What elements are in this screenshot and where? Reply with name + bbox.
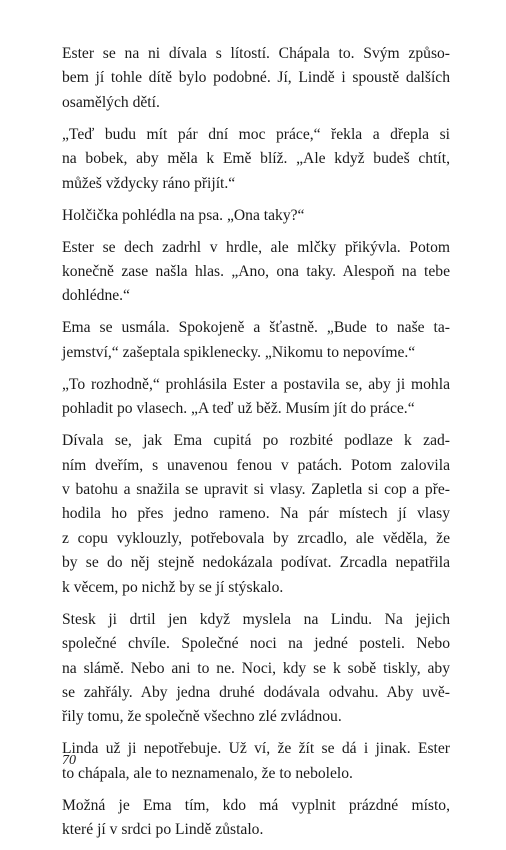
text-line: osamělých dětí. — [62, 93, 160, 111]
text-line: konečně zase našla hlas. „Ano, ona taky. Alespoň na tebe — [62, 263, 450, 281]
text-line: se zahřály. Aby jedna druhé dodávala odvahu. Aby uvě- — [62, 683, 450, 701]
text-line: ním dveřím, s unavenou fenou v patách. Potom zalovila — [62, 456, 450, 474]
text-line: Ester se na ni dívala s lítostí. Chápala to. Svým způso- — [62, 45, 450, 62]
text-line: z copu vyklouzly, potřebovala by zrcadlo, ale věděla, že — [62, 529, 450, 547]
paragraph — [62, 42, 450, 115]
text-line: dohlédne.“ — [62, 287, 130, 305]
paragraph — [62, 794, 450, 843]
text-line: na bobek, aby měla k Emě blíž. „Ale když budeš chtít, — [62, 150, 450, 168]
paragraph — [62, 737, 450, 786]
page-number: 70 — [62, 753, 76, 768]
text-line: k věcem, po nichž by se jí stýskalo. — [62, 578, 284, 596]
paragraph — [62, 608, 450, 730]
text-line: Ema se usmála. Spokojeně a šťastně. „Bude to naše ta- — [62, 319, 450, 337]
paragraph — [62, 204, 450, 228]
text-line: Stesk ji drtil jen když myslela na Lindu. Na jejich — [62, 610, 450, 628]
text-line: Možná je Ema tím, kdo má vyplnit prázdné místo, — [62, 796, 450, 814]
text-line: které jí v srdci po Lindě zůstalo. — [62, 821, 264, 839]
text-line: řily tomu, že společně všechno zlé zvládnou. — [62, 708, 342, 726]
text-line: hodila ho přes jedno rameno. Na pár místech jí vlasy — [62, 505, 450, 523]
text-line: by se do něj stejně nedokázala podívat. Zrcadla nepatřila — [62, 554, 450, 572]
text-line: na slámě. Nebo ani to ne. Noci, kdy se k sobě tiskly, aby — [62, 659, 450, 677]
body-text — [62, 42, 450, 850]
paragraph — [62, 373, 450, 422]
text-line: Ester se dech zadrhl v hrdle, ale mlčky přikývla. Potom — [62, 238, 450, 256]
text-line: „To rozhodně,“ prohlásila Ester a postavila se, aby ji mohla — [62, 375, 450, 393]
text-line: „Teď budu mít pár dní moc práce,“ řekla a dřepla si — [62, 125, 450, 143]
text-line: to chápala, ale to neznamenalo, že to nebolelo. — [62, 764, 353, 782]
paragraph — [62, 123, 450, 196]
paragraph — [62, 429, 450, 600]
text-line: Dívala se, jak Ema cupitá po rozbité podlaze k zad- — [62, 432, 450, 450]
text-line: Linda už ji nepotřebuje. Už ví, že žít se dá i jinak. Ester — [62, 740, 450, 758]
text-line: jemství,“ zašeptala spiklenecky. „Nikomu to nepovíme.“ — [62, 343, 416, 361]
paragraph — [62, 316, 450, 365]
text-line: společné chvíle. Společné noci na jedné posteli. Nebo — [62, 635, 450, 653]
text-line: pohladit po vlasech. „A teď už běž. Musím jít do práce.“ — [62, 400, 415, 418]
text-line: v batohu a snažila se upravit si vlasy. Zapletla si cop a pře- — [62, 481, 450, 499]
text-line: Holčička pohlédla na psa. „Ona taky?“ — [62, 206, 305, 224]
paragraph — [62, 236, 450, 309]
text-line: bem jí tohle dítě bylo podobné. Jí, Lindě i spoustě dalších — [62, 69, 450, 87]
text-line: můžeš vždycky ráno přijít.“ — [62, 174, 236, 192]
